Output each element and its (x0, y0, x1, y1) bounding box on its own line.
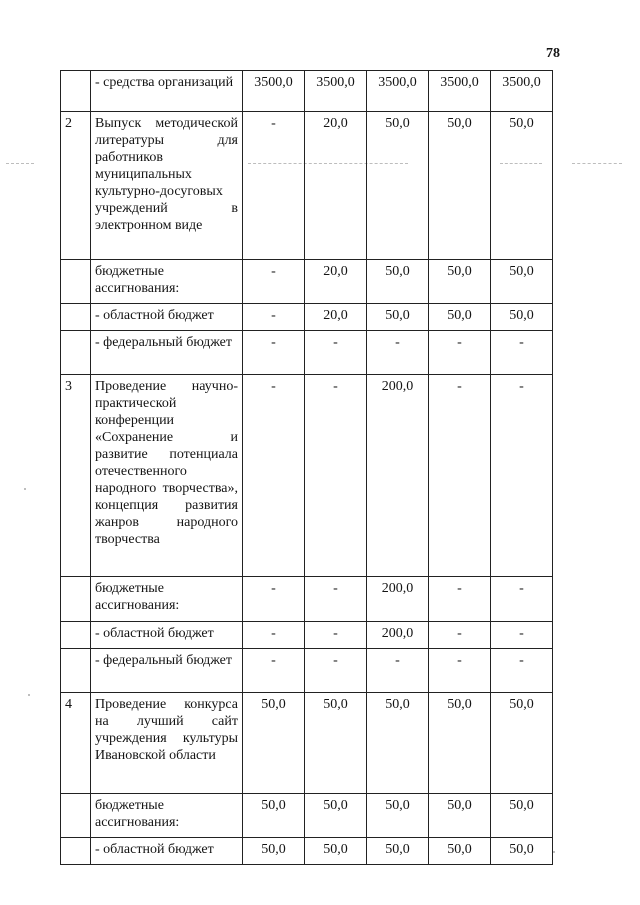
table-row (61, 794, 553, 838)
value-cell: - (305, 375, 367, 577)
row-description: бюджетные ассигнования: (91, 794, 243, 838)
value-cell: 3500,0 (305, 71, 367, 112)
row-number (61, 649, 91, 693)
value-cell: 50,0 (367, 693, 429, 794)
value-cell: - (429, 622, 491, 649)
row-number (61, 260, 91, 304)
table-row (61, 375, 553, 577)
value-cell: 50,0 (429, 693, 491, 794)
value-cell: 50,0 (367, 838, 429, 865)
value-cell: 200,0 (367, 577, 429, 622)
row-description: бюджетные ассигнования: (91, 577, 243, 622)
value-cell: 50,0 (429, 794, 491, 838)
table-row (61, 71, 553, 112)
value-cell: - (243, 649, 305, 693)
value-cell: - (243, 304, 305, 331)
value-cell: - (305, 649, 367, 693)
value-cell: 50,0 (491, 260, 553, 304)
value-cell: 50,0 (243, 794, 305, 838)
row-number (61, 838, 91, 865)
value-cell: - (305, 622, 367, 649)
row-number (61, 794, 91, 838)
value-cell: - (429, 375, 491, 577)
value-cell: - (243, 622, 305, 649)
value-cell: 200,0 (367, 622, 429, 649)
table-row (61, 112, 553, 260)
value-cell: 50,0 (243, 838, 305, 865)
page-number: 78 (546, 46, 560, 61)
row-description: - областной бюджет (91, 838, 243, 865)
value-cell: - (491, 622, 553, 649)
row-number (61, 622, 91, 649)
value-cell: 50,0 (491, 112, 553, 260)
row-number (61, 304, 91, 331)
value-cell: 50,0 (429, 112, 491, 260)
row-description: Проведение конкурса на лучший сайт учреждения культуры Ивановской области (91, 693, 243, 794)
scan-artifact-line (572, 163, 622, 164)
value-cell: 50,0 (367, 304, 429, 331)
table-row (61, 693, 553, 794)
row-description: - федеральный бюджет (91, 649, 243, 693)
row-description: Выпуск методической литературы для работников муниципальных культурно-досуговых учреждений в электронном виде (91, 112, 243, 260)
row-number (61, 71, 91, 112)
value-cell: - (243, 260, 305, 304)
value-cell: - (305, 577, 367, 622)
value-cell: 3500,0 (367, 71, 429, 112)
row-number (61, 577, 91, 622)
row-description: - средства организаций (91, 71, 243, 112)
value-cell: 200,0 (367, 375, 429, 577)
value-cell: 20,0 (305, 112, 367, 260)
value-cell: 3500,0 (491, 71, 553, 112)
value-cell: - (243, 112, 305, 260)
table-row (61, 260, 553, 304)
value-cell: 50,0 (367, 794, 429, 838)
value-cell: 3500,0 (243, 71, 305, 112)
value-cell: 50,0 (305, 838, 367, 865)
budget-table (60, 70, 553, 865)
value-cell: 50,0 (491, 304, 553, 331)
value-cell: - (243, 577, 305, 622)
value-cell: 50,0 (491, 838, 553, 865)
row-description: Проведение научно-практической конференции «Сохранение и развитие потенциала отечественного народного творчества», концепция развития жанров народного творчества (91, 375, 243, 577)
value-cell: 50,0 (305, 794, 367, 838)
row-number (61, 331, 91, 375)
value-cell: 50,0 (491, 693, 553, 794)
row-number: 2 (61, 112, 91, 260)
value-cell: - (491, 331, 553, 375)
value-cell: 50,0 (305, 693, 367, 794)
value-cell: - (429, 649, 491, 693)
table-row (61, 577, 553, 622)
table-row (61, 304, 553, 331)
value-cell: - (367, 331, 429, 375)
value-cell: - (429, 331, 491, 375)
row-description: - областной бюджет (91, 622, 243, 649)
value-cell: - (429, 577, 491, 622)
table-row (61, 649, 553, 693)
value-cell: - (305, 331, 367, 375)
value-cell: - (491, 375, 553, 577)
value-cell: - (243, 375, 305, 577)
row-description: бюджетные ассигнования: (91, 260, 243, 304)
value-cell: 50,0 (491, 794, 553, 838)
scan-dust (553, 851, 555, 853)
value-cell: 20,0 (305, 304, 367, 331)
table-row (61, 838, 553, 865)
row-number: 4 (61, 693, 91, 794)
value-cell: - (243, 331, 305, 375)
scan-artifact-line (6, 163, 34, 164)
value-cell: 50,0 (243, 693, 305, 794)
value-cell: 50,0 (429, 838, 491, 865)
value-cell: 50,0 (367, 112, 429, 260)
value-cell: 3500,0 (429, 71, 491, 112)
value-cell: 50,0 (429, 260, 491, 304)
value-cell: 50,0 (429, 304, 491, 331)
row-description: - областной бюджет (91, 304, 243, 331)
scan-dust (28, 694, 30, 696)
value-cell: 50,0 (367, 260, 429, 304)
row-number: 3 (61, 375, 91, 577)
value-cell: - (491, 649, 553, 693)
table-row (61, 622, 553, 649)
value-cell: - (491, 577, 553, 622)
row-description: - федеральный бюджет (91, 331, 243, 375)
value-cell: - (367, 649, 429, 693)
scan-dust (24, 488, 26, 490)
value-cell: 20,0 (305, 260, 367, 304)
table-row (61, 331, 553, 375)
